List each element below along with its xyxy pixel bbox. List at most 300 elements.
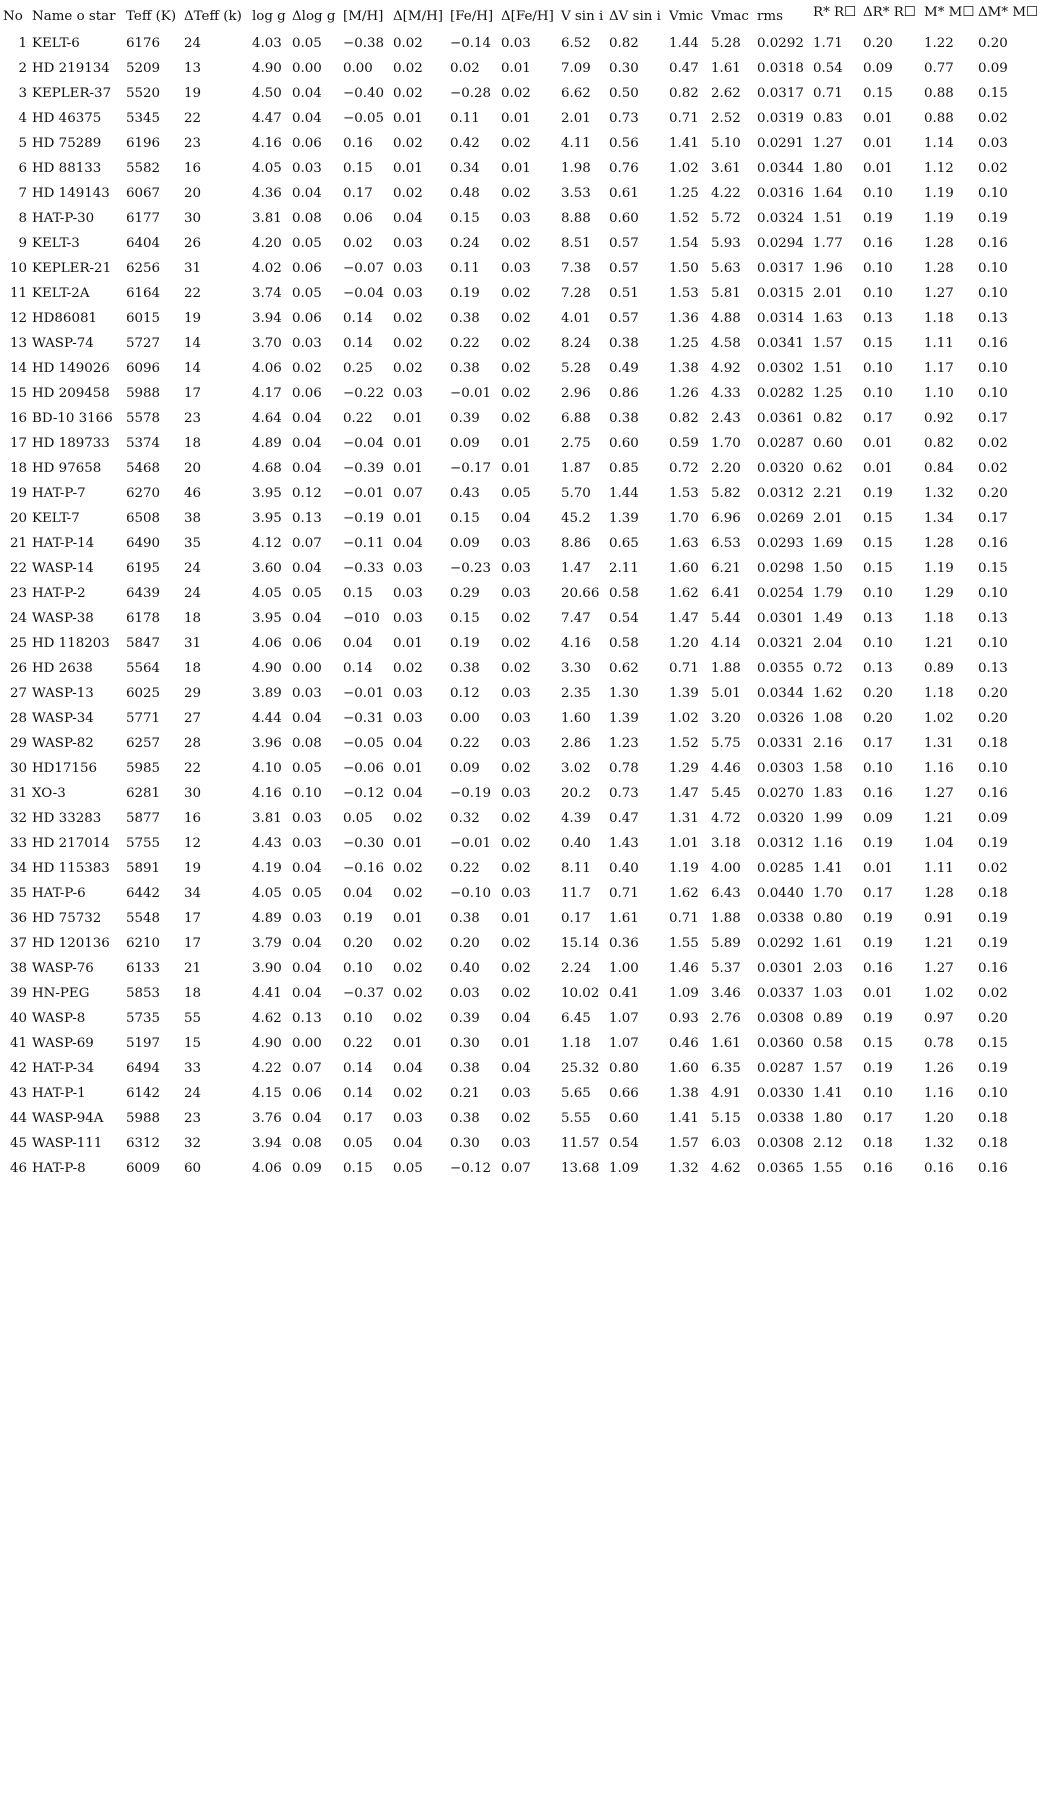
cell-mass: 1.18 xyxy=(924,686,954,701)
cell-dfeh: 0.02 xyxy=(501,361,531,376)
cell-dteff: 12 xyxy=(184,836,202,851)
cell-dvsini: 0.38 xyxy=(609,411,639,426)
cell-radius: 1.83 xyxy=(813,786,843,801)
cell-radius: 0.62 xyxy=(813,461,843,476)
cell-mh: −0.16 xyxy=(343,861,385,876)
cell-star-name: HD 46375 xyxy=(32,111,102,126)
table-row xyxy=(3,1106,1038,1131)
cell-dmh: 0.03 xyxy=(393,561,423,576)
cell-star-name: HN-PEG xyxy=(32,986,90,1001)
cell-mass: 1.12 xyxy=(924,161,954,176)
cell-dlogg: 0.04 xyxy=(292,936,322,951)
cell-radius: 1.57 xyxy=(813,336,843,351)
cell-radius: 1.55 xyxy=(813,1161,843,1176)
cell-star-name: HAT-P-30 xyxy=(32,211,95,226)
cell-dlogg: 0.02 xyxy=(292,361,322,376)
cell-no: 36 xyxy=(9,911,27,926)
cell-vsini: 1.47 xyxy=(561,561,591,576)
cell-no: 10 xyxy=(9,261,27,276)
cell-dmass: 0.16 xyxy=(978,236,1008,251)
header-dradius: ΔR* R☐ xyxy=(863,5,916,20)
cell-dlogg: 0.13 xyxy=(292,1011,322,1026)
cell-mh: 0.10 xyxy=(343,1011,373,1026)
cell-vmac: 5.72 xyxy=(711,211,741,226)
cell-feh: 0.39 xyxy=(450,411,480,426)
cell-dradius: 0.13 xyxy=(863,611,893,626)
cell-logg: 3.81 xyxy=(252,211,282,226)
table-row xyxy=(3,206,1038,231)
cell-dfeh: 0.02 xyxy=(501,411,531,426)
cell-teff: 6442 xyxy=(126,886,161,901)
cell-no: 16 xyxy=(9,411,27,426)
cell-dlogg: 0.04 xyxy=(292,1111,322,1126)
cell-dvsini: 1.30 xyxy=(609,686,639,701)
cell-dmass: 0.19 xyxy=(978,911,1008,926)
cell-dmass: 0.10 xyxy=(978,386,1008,401)
cell-vsini: 5.28 xyxy=(561,361,591,376)
cell-dradius: 0.17 xyxy=(863,886,893,901)
cell-teff: 5578 xyxy=(126,411,161,426)
cell-dteff: 33 xyxy=(184,1061,202,1076)
cell-radius: 2.01 xyxy=(813,286,843,301)
cell-rms: 0.0270 xyxy=(757,786,804,801)
cell-logg: 4.03 xyxy=(252,36,282,51)
cell-star-name: KELT-7 xyxy=(32,511,80,526)
cell-logg: 4.05 xyxy=(252,886,282,901)
cell-mh: −0.01 xyxy=(343,486,385,501)
cell-star-name: HD 219134 xyxy=(32,61,110,76)
cell-dvsini: 0.40 xyxy=(609,861,639,876)
cell-dfeh: 0.02 xyxy=(501,861,531,876)
table-row xyxy=(3,931,1038,956)
cell-dlogg: 0.04 xyxy=(292,186,322,201)
cell-mass: 1.11 xyxy=(924,336,954,351)
cell-dfeh: 0.04 xyxy=(501,511,531,526)
cell-logg: 3.74 xyxy=(252,286,282,301)
cell-dteff: 15 xyxy=(184,1036,202,1051)
header-rms: rms xyxy=(757,9,783,24)
cell-feh: 0.09 xyxy=(450,536,480,551)
cell-dmass: 0.19 xyxy=(978,936,1008,951)
cell-radius: 1.16 xyxy=(813,836,843,851)
cell-rms: 0.0308 xyxy=(757,1136,804,1151)
cell-vmac: 5.10 xyxy=(711,136,741,151)
cell-mh: 0.14 xyxy=(343,336,373,351)
cell-dteff: 22 xyxy=(184,286,202,301)
cell-mh: −0.37 xyxy=(343,986,385,1001)
cell-mh: −0.12 xyxy=(343,786,385,801)
cell-dmh: 0.01 xyxy=(393,411,423,426)
cell-vmac: 4.00 xyxy=(711,861,741,876)
cell-dradius: 0.13 xyxy=(863,661,893,676)
cell-dlogg: 0.08 xyxy=(292,736,322,751)
cell-dlogg: 0.04 xyxy=(292,961,322,976)
cell-dmass: 0.02 xyxy=(978,111,1008,126)
table-row xyxy=(3,456,1038,481)
cell-dfeh: 0.05 xyxy=(501,486,531,501)
cell-dteff: 18 xyxy=(184,986,202,1001)
cell-radius: 1.08 xyxy=(813,711,843,726)
cell-star-name: HD 75289 xyxy=(32,136,102,151)
cell-radius: 1.49 xyxy=(813,611,843,626)
cell-rms: 0.0338 xyxy=(757,1111,804,1126)
cell-dvsini: 0.82 xyxy=(609,36,639,51)
cell-logg: 4.36 xyxy=(252,186,282,201)
cell-star-name: WASP-34 xyxy=(32,711,94,726)
cell-mh: 0.02 xyxy=(343,236,373,251)
cell-feh: 0.19 xyxy=(450,286,480,301)
table-row xyxy=(3,956,1038,981)
cell-mass: 0.88 xyxy=(924,111,954,126)
cell-dlogg: 0.13 xyxy=(292,511,322,526)
cell-dmass: 0.10 xyxy=(978,261,1008,276)
cell-dteff: 18 xyxy=(184,611,202,626)
cell-teff: 6256 xyxy=(126,261,161,276)
cell-mh: 0.00 xyxy=(343,61,373,76)
cell-radius: 1.77 xyxy=(813,236,843,251)
cell-vsini: 6.62 xyxy=(561,86,591,101)
cell-radius: 1.51 xyxy=(813,361,843,376)
cell-dteff: 17 xyxy=(184,386,202,401)
header-dlogg: Δlog g xyxy=(292,9,336,24)
cell-dteff: 38 xyxy=(184,511,202,526)
cell-mass: 1.18 xyxy=(924,611,954,626)
cell-teff: 6009 xyxy=(126,1161,161,1176)
cell-no: 3 xyxy=(18,86,27,101)
cell-star-name: WASP-13 xyxy=(32,686,94,701)
cell-logg: 4.47 xyxy=(252,111,282,126)
cell-mass: 1.26 xyxy=(924,1061,954,1076)
cell-vmic: 0.82 xyxy=(669,411,699,426)
cell-dvsini: 0.57 xyxy=(609,311,639,326)
cell-vmic: 1.02 xyxy=(669,711,699,726)
cell-mh: 0.16 xyxy=(343,136,373,151)
cell-dmh: 0.02 xyxy=(393,36,423,51)
cell-dradius: 0.20 xyxy=(863,686,893,701)
cell-dfeh: 0.02 xyxy=(501,836,531,851)
cell-teff: 6270 xyxy=(126,486,161,501)
cell-star-name: HAT-P-7 xyxy=(32,486,86,501)
cell-vmac: 6.35 xyxy=(711,1061,741,1076)
cell-star-name: HD 189733 xyxy=(32,436,110,451)
cell-dmh: 0.04 xyxy=(393,1061,423,1076)
cell-star-name: WASP-69 xyxy=(32,1036,94,1051)
cell-logg: 3.90 xyxy=(252,961,282,976)
cell-logg: 3.95 xyxy=(252,511,282,526)
cell-dvsini: 0.73 xyxy=(609,786,639,801)
cell-dfeh: 0.07 xyxy=(501,1161,531,1176)
cell-feh: 0.38 xyxy=(450,911,480,926)
cell-vmac: 5.45 xyxy=(711,786,741,801)
cell-feh: −0.01 xyxy=(450,386,492,401)
cell-vmic: 1.52 xyxy=(669,736,699,751)
cell-radius: 1.41 xyxy=(813,861,843,876)
cell-dteff: 34 xyxy=(184,886,202,901)
cell-dfeh: 0.02 xyxy=(501,636,531,651)
cell-dradius: 0.10 xyxy=(863,761,893,776)
cell-logg: 4.05 xyxy=(252,586,282,601)
cell-no: 34 xyxy=(9,861,27,876)
cell-mass: 1.11 xyxy=(924,861,954,876)
cell-dlogg: 0.00 xyxy=(292,1036,322,1051)
cell-vsini: 2.96 xyxy=(561,386,591,401)
cell-vmac: 5.01 xyxy=(711,686,741,701)
cell-dradius: 0.09 xyxy=(863,811,893,826)
cell-no: 6 xyxy=(18,161,27,176)
cell-rms: 0.0294 xyxy=(757,236,804,251)
cell-mass: 1.28 xyxy=(924,536,954,551)
cell-dmass: 0.15 xyxy=(978,561,1008,576)
cell-teff: 5374 xyxy=(126,436,161,451)
cell-vsini: 7.47 xyxy=(561,611,591,626)
cell-mh: 0.15 xyxy=(343,161,373,176)
cell-star-name: HAT-P-14 xyxy=(32,536,95,551)
cell-mass: 0.92 xyxy=(924,411,954,426)
cell-feh: 0.09 xyxy=(450,436,480,451)
cell-dmass: 0.20 xyxy=(978,1011,1008,1026)
cell-vsini: 7.38 xyxy=(561,261,591,276)
cell-feh: 0.42 xyxy=(450,136,480,151)
cell-dteff: 26 xyxy=(184,236,202,251)
cell-teff: 6404 xyxy=(126,236,161,251)
cell-mh: −0.19 xyxy=(343,511,385,526)
cell-dteff: 19 xyxy=(184,861,202,876)
cell-vmac: 4.88 xyxy=(711,311,741,326)
cell-dradius: 0.10 xyxy=(863,261,893,276)
cell-mass: 1.16 xyxy=(924,761,954,776)
cell-dteff: 35 xyxy=(184,536,202,551)
cell-radius: 0.71 xyxy=(813,86,843,101)
cell-vmic: 1.46 xyxy=(669,961,699,976)
cell-dmass: 0.10 xyxy=(978,361,1008,376)
cell-rms: 0.0301 xyxy=(757,611,804,626)
cell-mass: 1.02 xyxy=(924,986,954,1001)
cell-teff: 6133 xyxy=(126,961,161,976)
cell-vmac: 2.52 xyxy=(711,111,741,126)
cell-star-name: HD17156 xyxy=(32,761,98,776)
cell-dteff: 14 xyxy=(184,361,202,376)
cell-mass: 1.27 xyxy=(924,786,954,801)
cell-vmic: 0.71 xyxy=(669,111,699,126)
cell-dvsini: 0.50 xyxy=(609,86,639,101)
cell-dvsini: 0.76 xyxy=(609,161,639,176)
cell-dteff: 19 xyxy=(184,86,202,101)
cell-star-name: WASP-82 xyxy=(32,736,94,751)
cell-vsini: 5.70 xyxy=(561,486,591,501)
cell-mh: 0.15 xyxy=(343,1161,373,1176)
cell-logg: 3.81 xyxy=(252,811,282,826)
cell-dvsini: 0.54 xyxy=(609,1136,639,1151)
cell-dfeh: 0.03 xyxy=(501,36,531,51)
cell-feh: 0.21 xyxy=(450,1086,480,1101)
cell-vmic: 1.62 xyxy=(669,586,699,601)
cell-dlogg: 0.04 xyxy=(292,986,322,1001)
cell-vmac: 4.91 xyxy=(711,1086,741,1101)
cell-dmass: 0.10 xyxy=(978,761,1008,776)
cell-dteff: 18 xyxy=(184,436,202,451)
cell-vmic: 1.25 xyxy=(669,336,699,351)
cell-mass: 1.19 xyxy=(924,211,954,226)
cell-dmass: 0.02 xyxy=(978,461,1008,476)
cell-vmac: 1.88 xyxy=(711,911,741,926)
cell-teff: 5847 xyxy=(126,636,161,651)
cell-dmh: 0.07 xyxy=(393,486,423,501)
cell-no: 35 xyxy=(9,886,27,901)
header-dvsini: ΔV sin i xyxy=(609,9,661,24)
cell-feh: 0.40 xyxy=(450,961,480,976)
cell-dteff: 55 xyxy=(184,1011,202,1026)
cell-radius: 1.58 xyxy=(813,761,843,776)
cell-dmass: 0.13 xyxy=(978,311,1008,326)
cell-dradius: 0.01 xyxy=(863,136,893,151)
cell-dteff: 16 xyxy=(184,811,202,826)
cell-mass: 1.27 xyxy=(924,286,954,301)
cell-mass: 1.29 xyxy=(924,586,954,601)
cell-feh: −0.17 xyxy=(450,461,492,476)
cell-feh: 0.15 xyxy=(450,511,480,526)
header-dmass: ΔM* M☐ xyxy=(978,5,1039,20)
cell-rms: 0.0338 xyxy=(757,911,804,926)
cell-dmh: 0.02 xyxy=(393,961,423,976)
cell-logg: 4.44 xyxy=(252,711,282,726)
cell-dmass: 0.15 xyxy=(978,86,1008,101)
table-row xyxy=(3,881,1038,906)
cell-rms: 0.0324 xyxy=(757,211,804,226)
header-vmac: Vmac xyxy=(711,9,749,24)
cell-vmic: 1.57 xyxy=(669,1136,699,1151)
cell-mh: −0.01 xyxy=(343,686,385,701)
cell-star-name: WASP-74 xyxy=(32,336,94,351)
cell-logg: 4.02 xyxy=(252,261,282,276)
cell-dmass: 0.20 xyxy=(978,686,1008,701)
cell-logg: 4.12 xyxy=(252,536,282,551)
cell-star-name: XO-3 xyxy=(32,786,66,801)
cell-dlogg: 0.07 xyxy=(292,1061,322,1076)
cell-vmac: 5.28 xyxy=(711,36,741,51)
cell-star-name: HD 2638 xyxy=(32,661,93,676)
cell-dmh: 0.02 xyxy=(393,661,423,676)
cell-dvsini: 0.36 xyxy=(609,936,639,951)
cell-no: 9 xyxy=(18,236,27,251)
cell-mh: 0.14 xyxy=(343,1086,373,1101)
cell-vmic: 1.41 xyxy=(669,136,699,151)
cell-vmic: 1.32 xyxy=(669,1161,699,1176)
cell-feh: 0.43 xyxy=(450,486,480,501)
cell-feh: 0.22 xyxy=(450,336,480,351)
cell-mh: −0.11 xyxy=(343,536,385,551)
cell-vmac: 1.61 xyxy=(711,1036,741,1051)
cell-radius: 2.04 xyxy=(813,636,843,651)
cell-dteff: 13 xyxy=(184,61,202,76)
cell-mass: 1.32 xyxy=(924,486,954,501)
cell-dteff: 31 xyxy=(184,261,202,276)
cell-vmac: 2.43 xyxy=(711,411,741,426)
cell-logg: 4.68 xyxy=(252,461,282,476)
cell-feh: −0.10 xyxy=(450,886,492,901)
cell-dmh: 0.01 xyxy=(393,911,423,926)
cell-vmac: 4.58 xyxy=(711,336,741,351)
cell-rms: 0.0318 xyxy=(757,61,804,76)
cell-dradius: 0.01 xyxy=(863,436,893,451)
cell-dvsini: 1.39 xyxy=(609,711,639,726)
cell-star-name: WASP-76 xyxy=(32,961,94,976)
cell-vmic: 1.70 xyxy=(669,511,699,526)
cell-dlogg: 0.10 xyxy=(292,786,322,801)
cell-logg: 4.06 xyxy=(252,636,282,651)
cell-star-name: WASP-8 xyxy=(32,1011,86,1026)
cell-dlogg: 0.06 xyxy=(292,136,322,151)
cell-mh: 0.05 xyxy=(343,1136,373,1151)
cell-logg: 3.89 xyxy=(252,686,282,701)
cell-teff: 6067 xyxy=(126,186,161,201)
cell-rms: 0.0319 xyxy=(757,111,804,126)
cell-rms: 0.0282 xyxy=(757,386,804,401)
cell-dradius: 0.15 xyxy=(863,536,893,551)
cell-no: 19 xyxy=(9,486,27,501)
cell-vmic: 1.50 xyxy=(669,261,699,276)
cell-dradius: 0.10 xyxy=(863,586,893,601)
cell-vmic: 1.01 xyxy=(669,836,699,851)
table-row xyxy=(3,831,1038,856)
cell-radius: 0.89 xyxy=(813,1011,843,1026)
cell-mass: 0.91 xyxy=(924,911,954,926)
cell-star-name: HAT-P-6 xyxy=(32,886,86,901)
cell-feh: 0.11 xyxy=(450,111,480,126)
cell-dlogg: 0.06 xyxy=(292,311,322,326)
cell-teff: 6176 xyxy=(126,36,161,51)
cell-vsini: 4.16 xyxy=(561,636,591,651)
cell-dmass: 0.15 xyxy=(978,1036,1008,1051)
cell-radius: 1.69 xyxy=(813,536,843,551)
table-row xyxy=(3,1156,1038,1181)
cell-radius: 0.83 xyxy=(813,111,843,126)
cell-vmic: 1.38 xyxy=(669,1086,699,1101)
cell-mass: 1.10 xyxy=(924,386,954,401)
cell-radius: 1.80 xyxy=(813,161,843,176)
cell-dvsini: 1.09 xyxy=(609,1161,639,1176)
cell-feh: 0.24 xyxy=(450,236,480,251)
cell-star-name: HD 209458 xyxy=(32,386,110,401)
cell-dteff: 17 xyxy=(184,936,202,951)
cell-mass: 1.16 xyxy=(924,1086,954,1101)
cell-mass: 1.02 xyxy=(924,711,954,726)
cell-dmass: 0.13 xyxy=(978,661,1008,676)
cell-no: 20 xyxy=(9,511,27,526)
cell-vsini: 8.88 xyxy=(561,211,591,226)
cell-logg: 4.16 xyxy=(252,786,282,801)
cell-dmh: 0.03 xyxy=(393,711,423,726)
cell-dteff: 27 xyxy=(184,711,202,726)
table-row xyxy=(3,1031,1038,1056)
cell-teff: 6178 xyxy=(126,611,161,626)
cell-rms: 0.0302 xyxy=(757,361,804,376)
cell-rms: 0.0287 xyxy=(757,1061,804,1076)
cell-radius: 0.58 xyxy=(813,1036,843,1051)
cell-star-name: HD 217014 xyxy=(32,836,110,851)
cell-rms: 0.0298 xyxy=(757,561,804,576)
table-row xyxy=(3,406,1038,431)
cell-teff: 6096 xyxy=(126,361,161,376)
cell-dlogg: 0.03 xyxy=(292,836,322,851)
cell-vmic: 1.02 xyxy=(669,161,699,176)
cell-mh: −0.07 xyxy=(343,261,385,276)
cell-dfeh: 0.02 xyxy=(501,611,531,626)
cell-no: 2 xyxy=(18,61,27,76)
cell-vmac: 4.92 xyxy=(711,361,741,376)
cell-dvsini: 0.41 xyxy=(609,986,639,1001)
cell-logg: 4.90 xyxy=(252,1036,282,1051)
cell-dlogg: 0.06 xyxy=(292,386,322,401)
